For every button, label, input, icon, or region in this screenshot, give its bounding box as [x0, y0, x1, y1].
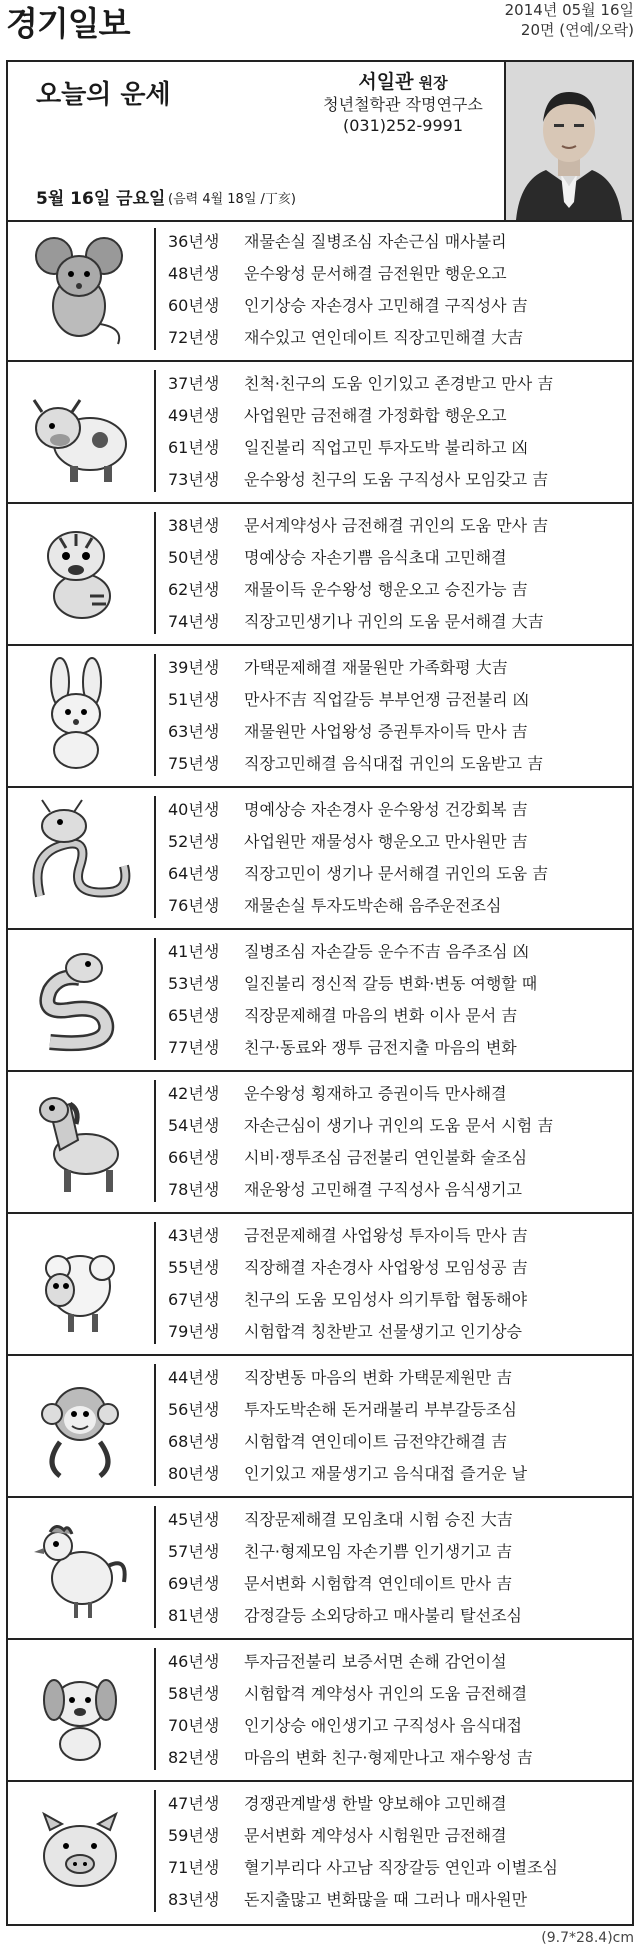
zodiac-row: [8, 362, 632, 504]
birth-year: 79년생: [168, 1322, 220, 1341]
fortune-line: [168, 464, 628, 496]
fortune-text: 운수왕성 횡재하고 증권이득 만사해결: [244, 1084, 507, 1103]
fortune-text: 재운왕성 고민해결 구직성사 음식생기고: [244, 1180, 523, 1199]
birth-year: 73년생: [168, 470, 220, 489]
fortune-text: 만사不吉 직업갈등 부부언쟁 금전불리 凶: [244, 690, 529, 709]
dragon-icon: [20, 796, 138, 914]
fortune-text: 마음의 변화 친구·형제만나고 재수왕성 吉: [244, 1748, 533, 1767]
zodiac-illustration: [18, 1222, 156, 1344]
birth-year: 81년생: [168, 1606, 220, 1625]
zodiac-illustration: [18, 1790, 156, 1912]
fortune-text: 직장문제해결 모임초대 시험 승진 大吉: [244, 1510, 513, 1529]
zodiac-row: [8, 1072, 632, 1214]
zodiac-row: [8, 220, 632, 362]
author-photo: [504, 62, 632, 220]
birth-year: 66년생: [168, 1148, 220, 1167]
fortune-text: 일진불리 정신적 갈등 변화·변동 여행할 때: [244, 974, 538, 993]
fortune-line: [168, 432, 628, 464]
fortune-text: 자손근심이 생기나 귀인의 도움 문서 시험 吉: [244, 1116, 554, 1135]
fortune-text: 친척·친구의 도움 인기있고 존경받고 만사 吉: [244, 374, 554, 393]
ox-icon: [20, 370, 138, 488]
snake-icon: [20, 938, 138, 1056]
author-block: [308, 72, 498, 136]
fortune-lines: [168, 1504, 628, 1632]
fortune-line: [168, 1458, 628, 1490]
fortune-lines: [168, 368, 628, 496]
masthead: [0, 0, 640, 58]
birth-year: 69년생: [168, 1574, 220, 1593]
fortune-text: 사업원만 재물성사 행운오고 만사원만 吉: [244, 832, 528, 851]
birth-year: 82년생: [168, 1748, 220, 1767]
fortune-line: [168, 936, 628, 968]
zodiac-row: [8, 1640, 632, 1782]
birth-year: 70년생: [168, 1716, 220, 1735]
birth-year: 72년생: [168, 328, 220, 347]
birth-year: 37년생: [168, 374, 220, 393]
fortune-text: 인기상승 애인생기고 구직성사 음식대접: [244, 1716, 523, 1735]
zodiac-illustration: [18, 796, 156, 918]
zodiac-illustration: [18, 228, 156, 350]
zodiac-illustration: [18, 938, 156, 1060]
fortune-line: [168, 1600, 628, 1632]
zodiac-row: [8, 646, 632, 788]
birth-year: 53년생: [168, 974, 220, 993]
fortune-text: 문서변화 시험합격 연인데이트 만사 吉: [244, 1574, 513, 1593]
fortune-line: [168, 1820, 628, 1852]
column-title: 오늘의 운세: [36, 80, 171, 110]
fortune-text: 투자금전불리 보증서면 손해 감언이설: [244, 1652, 507, 1671]
fortune-text: 직장고민이 생기나 문서해결 귀인의 도움 吉: [244, 864, 549, 883]
author-phone: (031)252-9991: [342, 116, 464, 135]
zodiac-illustration: [18, 1648, 156, 1770]
fortune-text: 투자도박손해 돈거래불리 부부갈등조심: [244, 1400, 517, 1419]
fortune-line: [168, 652, 628, 684]
zodiac-row: [8, 1214, 632, 1356]
fortune-text: 재물손실 투자도박손해 음주운전조심: [244, 896, 502, 915]
size-note: (9.7*28.4)cm: [541, 1930, 634, 1946]
fortune-line: [168, 542, 628, 574]
fortune-text: 일진불리 직업고민 투자도박 불리하고 凶: [244, 438, 528, 457]
sheep-icon: [20, 1222, 138, 1340]
birth-year: 55년생: [168, 1258, 220, 1277]
issue-meta: [505, 0, 634, 40]
fortune-text: 친구·형제모임 자손기쁨 인기생기고 吉: [244, 1542, 513, 1561]
birth-year: 51년생: [168, 690, 220, 709]
issue-page: 20면 (연예/오락): [520, 21, 634, 39]
zodiac-row: [8, 930, 632, 1072]
fortune-line: [168, 1174, 628, 1206]
fortune-text: 시험합격 연인데이트 금전약간해결 吉: [244, 1432, 508, 1451]
fortune-text: 문서계약성사 금전해결 귀인의 도움 만사 吉: [244, 516, 549, 535]
column-date: 5월 16일 금요일: [36, 189, 166, 209]
fortune-line: [168, 606, 628, 638]
fortune-text: 직장고민해결 음식대접 귀인의 도움받고 吉: [244, 754, 544, 773]
fortune-line: [168, 1142, 628, 1174]
fortune-text: 직장고민생기나 귀인의 도움 문서해결 大吉: [244, 612, 544, 631]
rooster-icon: [20, 1506, 138, 1624]
tiger-icon: [20, 512, 138, 630]
pig-icon: [20, 1790, 138, 1908]
birth-year: 74년생: [168, 612, 220, 631]
fortune-line: [168, 1504, 628, 1536]
zodiac-illustration: [18, 1364, 156, 1486]
fortune-text: 직장변동 마음의 변화 가택문제원만 吉: [244, 1368, 513, 1387]
fortune-text: 직장문제해결 마음의 변화 이사 문서 吉: [244, 1006, 518, 1025]
fortune-lines: [168, 510, 628, 638]
fortune-line: [168, 574, 628, 606]
birth-year: 62년생: [168, 580, 220, 599]
fortune-line: [168, 1078, 628, 1110]
dog-icon: [20, 1648, 138, 1766]
fortune-lines: [168, 1078, 628, 1206]
zodiac-row: [8, 1498, 632, 1640]
birth-year: 76년생: [168, 896, 220, 915]
fortune-text: 운수왕성 문서해결 금전원만 행운오고: [244, 264, 507, 283]
fortune-line: [168, 1852, 628, 1884]
fortune-line: [168, 1710, 628, 1742]
fortune-line: [168, 1394, 628, 1426]
fortune-line: [168, 290, 628, 322]
fortune-text: 사업원만 금전해결 가정화합 행운오고: [244, 406, 507, 425]
fortune-line: [168, 968, 628, 1000]
fortune-line: [168, 1678, 628, 1710]
fortune-line: [168, 684, 628, 716]
fortune-text: 금전문제해결 사업왕성 투자이득 만사 吉: [244, 1226, 528, 1245]
issue-date: 2014년 05월 16일: [504, 1, 634, 19]
zodiac-row: [8, 504, 632, 646]
fortune-text: 혈기부리다 사고남 직장갈등 연인과 이별조심: [244, 1858, 559, 1877]
fortune-text: 친구·동료와 쟁투 금전지출 마음의 변화: [244, 1038, 517, 1057]
rabbit-icon: [20, 654, 138, 772]
fortune-line: [168, 748, 628, 780]
fortune-lines: [168, 1788, 628, 1916]
newspaper-logo: 경기일보: [6, 4, 130, 43]
fortune-line: [168, 1220, 628, 1252]
column-header: [8, 62, 632, 222]
birth-year: 78년생: [168, 1180, 220, 1199]
fortune-line: [168, 1110, 628, 1142]
fortune-line: [168, 1284, 628, 1316]
birth-year: 64년생: [168, 864, 220, 883]
fortune-text: 재물원만 사업왕성 증권투자이득 만사 吉: [244, 722, 528, 741]
fortune-lines: [168, 226, 628, 354]
birth-year: 61년생: [168, 438, 220, 457]
fortune-text: 직장해결 자손경사 사업왕성 모임성공 吉: [244, 1258, 528, 1277]
fortune-line: [168, 1032, 628, 1064]
zodiac-illustration: [18, 654, 156, 776]
birth-year: 83년생: [168, 1890, 220, 1909]
fortune-line: [168, 510, 628, 542]
fortune-text: 감정갈등 소외당하고 매사불리 탈선조심: [244, 1606, 523, 1625]
fortune-line: [168, 1000, 628, 1032]
fortune-text: 인기있고 재물생기고 음식대접 즐거운 날: [244, 1464, 528, 1483]
fortune-text: 가택문제해결 재물원만 가족화평 大吉: [244, 658, 508, 677]
fortune-text: 운수왕성 친구의 도움 구직성사 모임갖고 吉: [244, 470, 549, 489]
fortune-lines: [168, 794, 628, 922]
birth-year: 47년생: [168, 1794, 220, 1813]
fortune-line: [168, 1316, 628, 1348]
birth-year: 44년생: [168, 1368, 220, 1387]
fortune-line: [168, 1568, 628, 1600]
zodiac-illustration: [18, 370, 156, 492]
birth-year: 46년생: [168, 1652, 220, 1671]
fortune-text: 경쟁관계발생 한발 양보해야 고민해결: [244, 1794, 507, 1813]
fortune-lines: [168, 652, 628, 780]
fortune-line: [168, 826, 628, 858]
fortune-lines: [168, 936, 628, 1064]
fortune-lines: [168, 1362, 628, 1490]
author-name: 서일관: [358, 71, 414, 93]
zodiac-row: [8, 1782, 632, 1924]
fortune-text: 명예상승 자손기쁨 음식초대 고민해결: [244, 548, 507, 567]
birth-year: 48년생: [168, 264, 220, 283]
birth-year: 41년생: [168, 942, 220, 961]
fortune-text: 친구의 도움 모임성사 의기투합 협동해야: [244, 1290, 528, 1309]
author-institute: 청년철학관 작명연구소: [323, 95, 483, 114]
fortune-text: 시비·쟁투조심 금전불리 연인불화 술조심: [244, 1148, 528, 1167]
birth-year: 57년생: [168, 1542, 220, 1561]
fortune-lines: [168, 1646, 628, 1774]
zodiac-illustration: [18, 1080, 156, 1202]
monkey-icon: [20, 1364, 138, 1482]
fortune-line: [168, 1362, 628, 1394]
birth-year: 56년생: [168, 1400, 220, 1419]
fortune-line: [168, 322, 628, 354]
fortune-line: [168, 1252, 628, 1284]
fortune-line: [168, 1788, 628, 1820]
birth-year: 63년생: [168, 722, 220, 741]
horoscope-box: [6, 60, 634, 1926]
birth-year: 40년생: [168, 800, 220, 819]
birth-year: 71년생: [168, 1858, 220, 1877]
fortune-line: [168, 400, 628, 432]
birth-year: 38년생: [168, 516, 220, 535]
zodiac-row: [8, 788, 632, 930]
birth-year: 45년생: [168, 1510, 220, 1529]
birth-year: 59년생: [168, 1826, 220, 1845]
birth-year: 80년생: [168, 1464, 220, 1483]
birth-year: 52년생: [168, 832, 220, 851]
fortune-text: 인기상승 자손경사 고민해결 구직성사 吉: [244, 296, 528, 315]
fortune-text: 시험합격 칭찬받고 선물생기고 인기상승: [244, 1322, 523, 1341]
birth-year: 50년생: [168, 548, 220, 567]
birth-year: 49년생: [168, 406, 220, 425]
fortune-lines: [168, 1220, 628, 1348]
author-portrait-icon: [506, 62, 632, 220]
fortune-line: [168, 858, 628, 890]
fortune-text: 재물이득 운수왕성 행운오고 승진가능 吉: [244, 580, 528, 599]
birth-year: 54년생: [168, 1116, 220, 1135]
fortune-text: 재수있고 연인데이트 직장고민해결 大吉: [244, 328, 524, 347]
fortune-text: 시험합격 계약성사 귀인의 도움 금전해결: [244, 1684, 528, 1703]
birth-year: 60년생: [168, 296, 220, 315]
lunar-date: (음력 4월 18일 /丁亥): [168, 192, 296, 207]
fortune-text: 돈지출많고 변화많을 때 그러나 매사원만: [244, 1890, 528, 1909]
birth-year: 67년생: [168, 1290, 220, 1309]
birth-year: 39년생: [168, 658, 220, 677]
fortune-line: [168, 1884, 628, 1916]
birth-year: 65년생: [168, 1006, 220, 1025]
fortune-line: [168, 890, 628, 922]
fortune-line: [168, 1646, 628, 1678]
horse-icon: [20, 1080, 138, 1198]
fortune-text: 재물손실 질병조심 자손근심 매사불리: [244, 232, 507, 251]
fortune-line: [168, 226, 628, 258]
fortune-text: 명예상승 자손경사 운수왕성 건강회복 吉: [244, 800, 528, 819]
fortune-line: [168, 1536, 628, 1568]
birth-year: 42년생: [168, 1084, 220, 1103]
zodiac-illustration: [18, 1506, 156, 1628]
birth-year: 75년생: [168, 754, 220, 773]
zodiac-row: [8, 1356, 632, 1498]
author-role: 원장: [418, 74, 448, 92]
fortune-line: [168, 1742, 628, 1774]
fortune-line: [168, 258, 628, 290]
fortune-line: [168, 1426, 628, 1458]
birth-year: 58년생: [168, 1684, 220, 1703]
birth-year: 77년생: [168, 1038, 220, 1057]
zodiac-illustration: [18, 512, 156, 634]
fortune-line: [168, 716, 628, 748]
fortune-line: [168, 794, 628, 826]
rat-icon: [20, 228, 138, 346]
fortune-text: 질병조심 자손갈등 운수不吉 음주조심 凶: [244, 942, 529, 961]
birth-year: 36년생: [168, 232, 220, 251]
birth-year: 68년생: [168, 1432, 220, 1451]
fortune-text: 문서변화 계약성사 시험원만 금전해결: [244, 1826, 507, 1845]
birth-year: 43년생: [168, 1226, 220, 1245]
fortune-line: [168, 368, 628, 400]
